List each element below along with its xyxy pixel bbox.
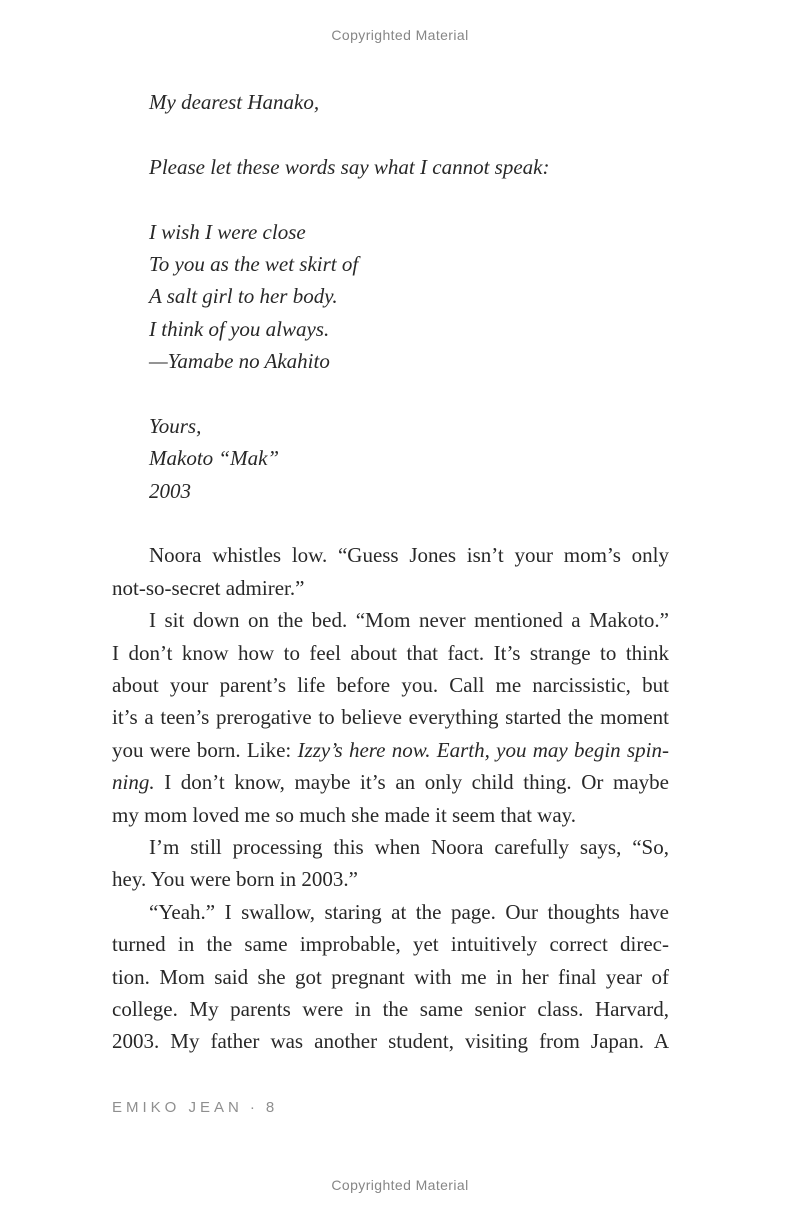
text-segment: “Yeah.” I swallow, staring at the page. Our thoughts have: [149, 899, 669, 924]
prose-line: [112, 637, 669, 669]
text-segment: Noora whistles low. “Guess Jones isn’t your mom’s only: [149, 543, 669, 568]
letter-line: Please let these words say what I cannot speak:: [149, 154, 550, 179]
prose-line: [112, 766, 669, 798]
copyright-notice-top: Copyrighted Material: [331, 27, 469, 43]
letter-line: —Yamabe no Akahito: [149, 349, 330, 374]
prose-line: [112, 993, 669, 1025]
letter-line: To you as the wet skirt of: [149, 251, 359, 276]
prose-line: [112, 669, 669, 701]
text-segment: I don’t know, maybe it’s an only child thing. Or maybe: [154, 770, 669, 795]
letter-line: Makoto “Mak”: [149, 446, 280, 471]
letter-line: 2003: [149, 478, 191, 503]
prose-line: [112, 831, 669, 863]
running-footer: [112, 1099, 278, 1116]
text-segment: I’m still processing this when Noora carefully says, “So,: [149, 834, 669, 859]
prose-block: [112, 539, 669, 1057]
italic-text-segment: ning.: [112, 770, 155, 795]
prose-line: [112, 799, 669, 831]
text-segment: tion. Mom said she got pregnant with me in her final year of: [112, 964, 669, 989]
prose-line: [112, 896, 669, 928]
prose-line: [112, 1025, 669, 1057]
letter-line: A salt girl to her body.: [149, 284, 338, 309]
italic-text-segment: Izzy’s here now. Earth, you may begin spin-: [297, 737, 669, 762]
letter-paragraph: [149, 86, 669, 118]
prose-line: [112, 734, 669, 766]
footer-separator-dot: ·: [249, 1099, 259, 1116]
prose-paragraph: [112, 604, 669, 831]
text-segment: not-so-secret admirer.”: [112, 575, 305, 600]
letter-paragraph: [149, 216, 669, 378]
prose-paragraph: [112, 896, 669, 1058]
text-segment: I sit down on the bed. “Mom never mentioned a Makoto.”: [149, 608, 669, 633]
footer-author-name: EMIKO JEAN: [112, 1099, 243, 1116]
letter-line: I wish I were close: [149, 219, 306, 244]
letter-line: Yours,: [149, 413, 202, 438]
text-segment: you were born. Like:: [112, 737, 298, 762]
page-content: [112, 86, 669, 1058]
text-segment: turned in the same improbable, yet intuitively correct direc-: [112, 932, 669, 957]
text-segment: my mom loved me so much she made it seem that way.: [112, 802, 577, 827]
prose-line: [112, 863, 669, 895]
letter-line: I think of you always.: [149, 316, 330, 341]
prose-line: [112, 604, 669, 636]
letter-paragraph: [149, 151, 669, 183]
prose-line: [112, 961, 669, 993]
letter-line: My dearest Hanako,: [149, 90, 320, 114]
prose-paragraph: [112, 539, 669, 604]
text-segment: about your parent’s life before you. Call me narcissistic, but: [112, 673, 669, 698]
text-segment: I don’t know how to feel about that fact. It’s strange to think: [112, 640, 669, 665]
prose-line: [112, 572, 669, 604]
prose-paragraph: [112, 831, 669, 896]
footer-page-number: 8: [265, 1099, 279, 1116]
text-segment: college. My parents were in the same senior class. Harvard,: [112, 996, 669, 1021]
prose-line: [112, 928, 669, 960]
text-segment: hey. You were born in 2003.”: [112, 867, 358, 892]
letter-paragraph: [149, 410, 669, 507]
text-segment: it’s a teen’s prerogative to believe everything started the moment: [112, 705, 669, 730]
text-segment: 2003. My father was another student, visiting from Japan. A: [112, 1029, 669, 1054]
letter-block: [149, 86, 669, 507]
copyright-notice-bottom: Copyrighted Material: [331, 1177, 469, 1193]
prose-line: [112, 701, 669, 733]
prose-line: [112, 539, 669, 571]
